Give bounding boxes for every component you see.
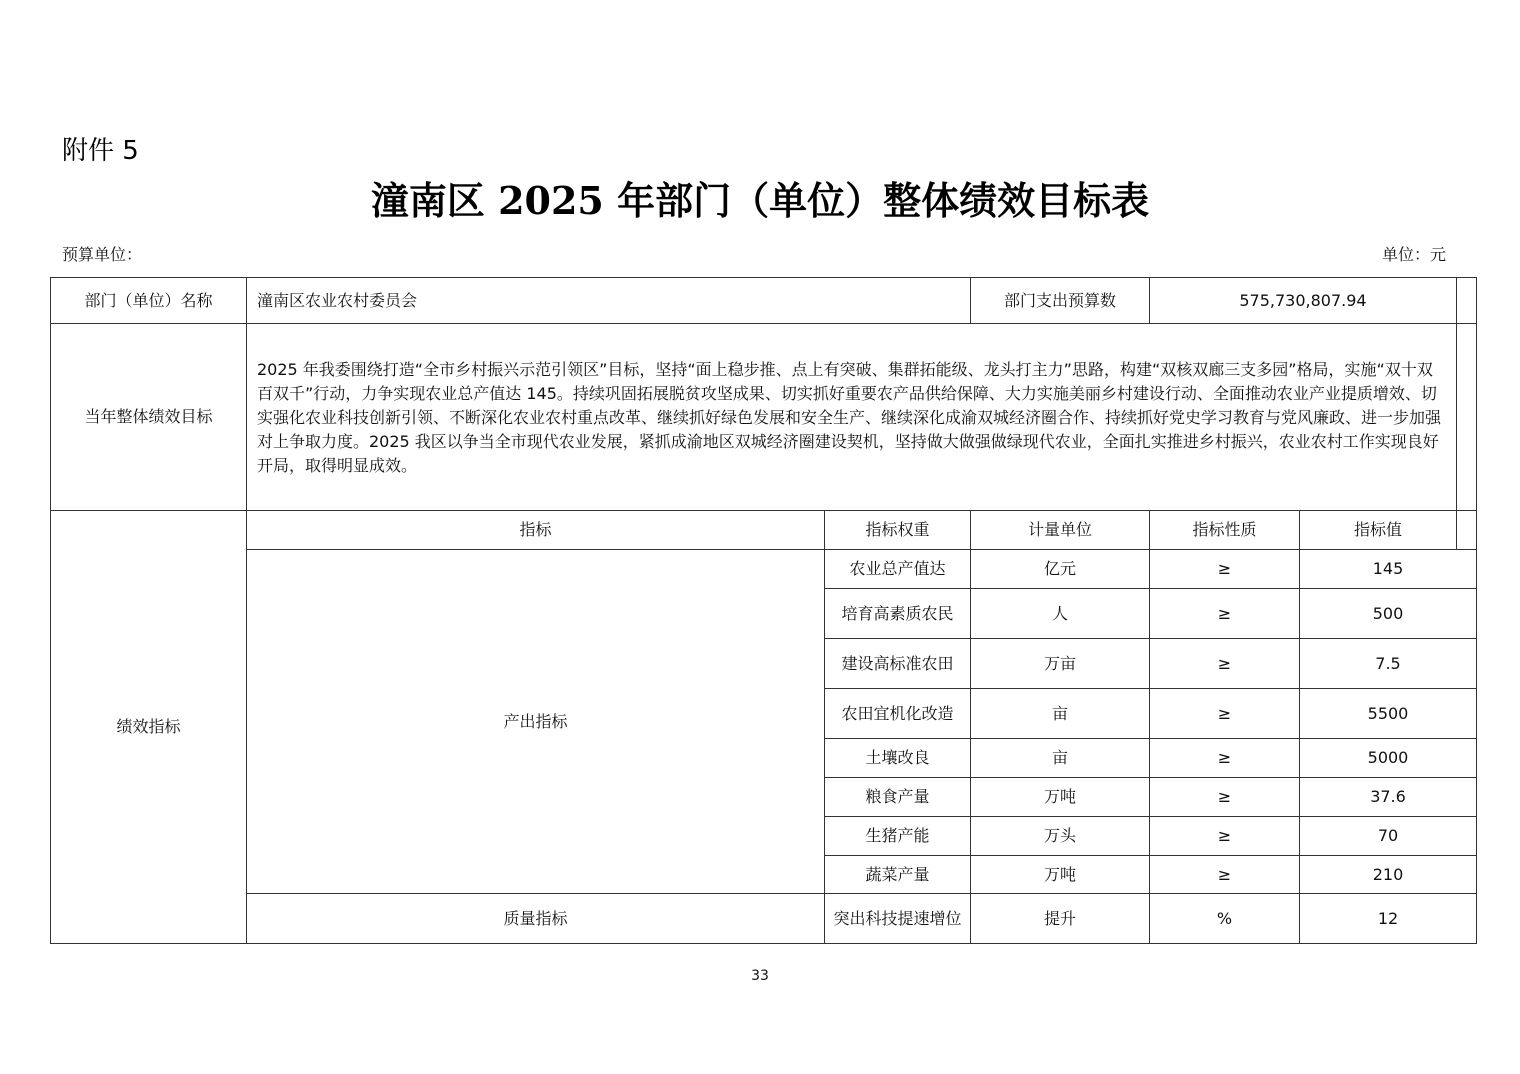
attachment-label: 附件 5 bbox=[62, 136, 139, 166]
perf-indicators-label: 绩效指标 bbox=[51, 511, 247, 944]
indicator-value: 7.5 bbox=[1300, 639, 1477, 689]
indicator-name: 土壤改良 bbox=[825, 739, 971, 778]
budget-value: 575,730,807.94 bbox=[1150, 278, 1457, 324]
dept-name-value: 潼南区农业农村委员会 bbox=[247, 278, 971, 324]
indicator-row bbox=[51, 550, 1477, 589]
indicator-nature: ≥ bbox=[1150, 739, 1300, 778]
indicator-nature: ≥ bbox=[1150, 550, 1300, 589]
indicator-unit: 万吨 bbox=[971, 778, 1150, 817]
indicator-value: 145 bbox=[1300, 550, 1477, 589]
indicator-name: 培育高素质农民 bbox=[825, 589, 971, 639]
currency-unit-label: 单位：元 bbox=[1381, 245, 1446, 264]
indicator-name: 粮食产量 bbox=[825, 778, 971, 817]
goal-label: 当年整体绩效目标 bbox=[51, 324, 247, 511]
indicator-unit: 万头 bbox=[971, 817, 1150, 856]
indicator-nature: ≥ bbox=[1150, 778, 1300, 817]
goal-row bbox=[51, 324, 1477, 511]
indicator-nature: ≥ bbox=[1150, 639, 1300, 689]
header-nature: 指标性质 bbox=[1150, 511, 1300, 550]
indicator-unit: 亩 bbox=[971, 739, 1150, 778]
indicator-unit: 亩 bbox=[971, 689, 1150, 739]
right-edge-cell bbox=[1457, 511, 1477, 550]
indicator-header-row bbox=[51, 511, 1477, 550]
indicator-name: 蔬菜产量 bbox=[825, 856, 971, 894]
right-edge-cell bbox=[1457, 278, 1477, 324]
indicator-value: 500 bbox=[1300, 589, 1477, 639]
indicator-nature: ≥ bbox=[1150, 689, 1300, 739]
header-indicator: 指标 bbox=[247, 511, 825, 550]
page-number: 33 bbox=[751, 968, 769, 984]
indicator-unit: 人 bbox=[971, 589, 1150, 639]
page-title: 潼南区 2025 年部门（单位）整体绩效目标表 bbox=[370, 178, 1150, 223]
quality-indicator-category: 质量指标 bbox=[247, 894, 825, 944]
indicator-value: 70 bbox=[1300, 817, 1477, 856]
indicator-name: 农业总产值达 bbox=[825, 550, 971, 589]
indicator-value: 5000 bbox=[1300, 739, 1477, 778]
indicator-value: 5500 bbox=[1300, 689, 1477, 739]
indicator-nature: ≥ bbox=[1150, 589, 1300, 639]
header-weight: 指标权重 bbox=[825, 511, 971, 550]
indicator-unit: 亿元 bbox=[971, 550, 1150, 589]
dept-info-row bbox=[51, 278, 1477, 324]
indicator-name: 生猪产能 bbox=[825, 817, 971, 856]
header-unit: 计量单位 bbox=[971, 511, 1150, 550]
indicator-nature: ≥ bbox=[1150, 856, 1300, 894]
indicator-unit: 万亩 bbox=[971, 639, 1150, 689]
right-edge-cell bbox=[1457, 324, 1477, 511]
output-indicator-category: 产出指标 bbox=[247, 550, 825, 894]
header-value: 指标值 bbox=[1300, 511, 1457, 550]
indicator-unit: 万吨 bbox=[971, 856, 1150, 894]
goal-text: 2025 年我委围绕打造“全市乡村振兴示范引领区”目标，坚持“面上稳步推、点上有突破、集群拓能级、龙头打主力”思路，构建“双核双廊三支多园”格局，实施“双十双百双千”行动，力争实现农业总产值达 145。持续巩固拓展脱贫攻坚成果、切实抓好重要农产品供给保障、大力实施美丽乡村建设行动、全面推动农业产业提质增效、切实强化农业科技创新引领、不断深化农业农村重点改革、继续抓好绿色发展和安全生产、继续深化成渝双城经济圈合作、持续抓好党史学习教育与党风廉政、进一步加强对上争取力度。2025 我区以争当全市现代农业发展，紧抓成渝地区双城经济圈建设契机，坚持做大做强做绿现代农业，全面扎实推进乡村振兴，农业农村工作实现良好开局，取得明显成效。 bbox=[247, 324, 1457, 511]
budget-unit-label: 预算单位： bbox=[62, 245, 143, 264]
indicator-nature: ≥ bbox=[1150, 817, 1300, 856]
performance-target-table bbox=[50, 277, 1477, 944]
indicator-name: 农田宜机化改造 bbox=[825, 689, 971, 739]
indicator-value: 12 bbox=[1300, 894, 1477, 944]
indicator-name: 建设高标准农田 bbox=[825, 639, 971, 689]
indicator-value: 210 bbox=[1300, 856, 1477, 894]
budget-label: 部门支出预算数 bbox=[971, 278, 1150, 324]
indicator-value: 37.6 bbox=[1300, 778, 1477, 817]
indicator-unit: 提升 bbox=[971, 894, 1150, 944]
dept-name-label: 部门（单位）名称 bbox=[51, 278, 247, 324]
indicator-row bbox=[51, 894, 1477, 944]
indicator-nature: % bbox=[1150, 894, 1300, 944]
indicator-name: 突出科技提速增位 bbox=[825, 894, 971, 944]
